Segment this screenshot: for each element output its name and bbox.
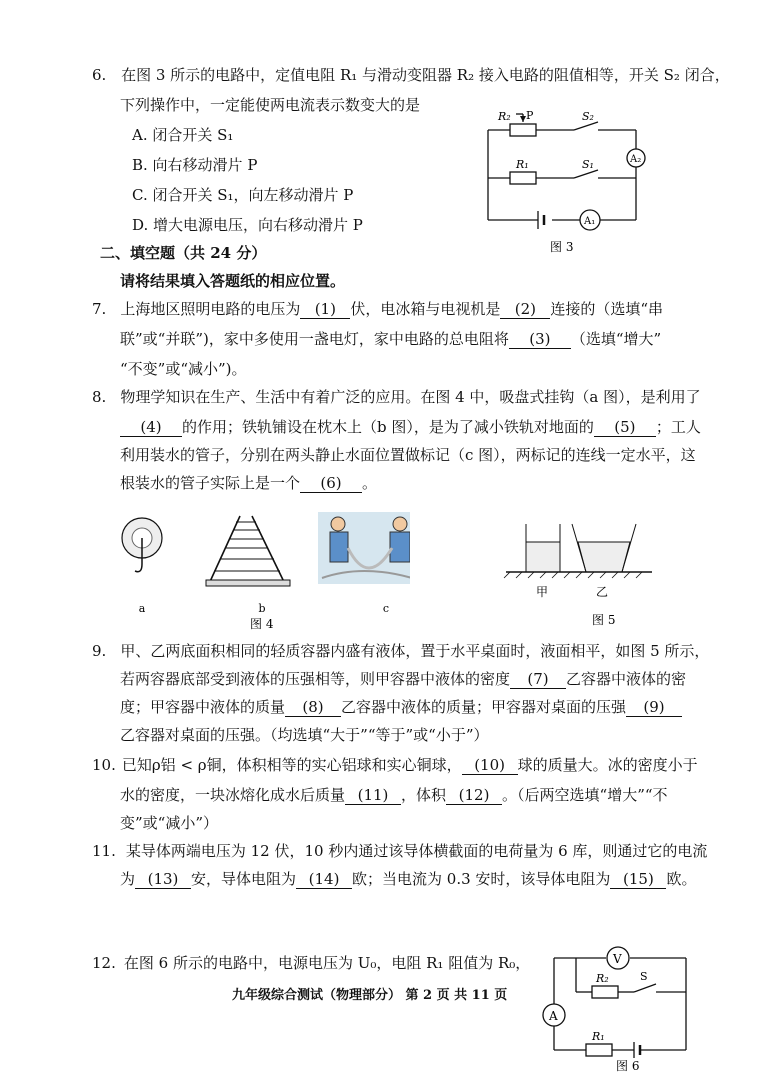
fig3-label-p: P (526, 109, 534, 122)
fig3-caption: 图 3 (550, 240, 574, 254)
q11-text: 为 (120, 870, 136, 888)
blank-15: (15) (610, 870, 666, 889)
q9-text: 乙容器中液体的密 (566, 670, 687, 688)
q11-text: 安，导体电阻为 (191, 870, 297, 888)
q9-number: 9. (92, 642, 107, 660)
blank-7: (7) (510, 670, 566, 689)
q7-number: 7. (92, 300, 107, 318)
figure-4 (110, 508, 410, 632)
table-hatching (504, 572, 642, 578)
fig4-caption: 图 4 (250, 617, 274, 631)
q10-text: 。（后两空选填“增大”“不 (502, 786, 668, 804)
fig5-caption: 图 5 (592, 613, 616, 627)
q10-text: ，体积 (401, 786, 447, 804)
q12-number: 12. (92, 954, 116, 972)
page-footer: 九年级综合测试（物理部分） 第 2 页 共 11 页 (232, 988, 508, 1003)
q6-option-b: B. 向右移动滑片 P (132, 156, 258, 174)
blank-12: (12) (446, 786, 502, 805)
section-heading: 二、填空题（共 24 分） (100, 244, 267, 262)
fig3-label-s2: S₂ (582, 110, 594, 123)
q11-number: 11. (92, 842, 116, 860)
q10-text: 水的密度，一块冰熔化成水后质量 (120, 786, 346, 804)
figure-5 (500, 516, 660, 628)
blank-13: (13) (135, 870, 191, 889)
q6-stem: 在图 3 所示的电路中，定值电阻 R₁ 与滑动变阻器 R₂ 接入电路的阻值相等，开关 S₂ 闭合， (121, 66, 730, 84)
q8-line2 (120, 412, 701, 442)
q9-text: 度；甲容器中液体的质量 (120, 698, 286, 716)
container-yi (572, 524, 636, 572)
q7-line1 (92, 294, 663, 324)
q7-line2 (120, 324, 661, 354)
q10-text: 球的质量大。冰的密度小于 (517, 756, 698, 774)
figure-6-circuit (536, 940, 696, 1072)
q6-number: 6. (92, 66, 107, 84)
q8-line1 (92, 382, 701, 412)
fig5-label-yi: 乙 (596, 585, 609, 599)
fig6-label-v: V (613, 952, 622, 966)
q9-line3 (120, 692, 682, 722)
q8-text: ；工人 (655, 418, 701, 436)
blank-5: (5) (594, 418, 656, 437)
q9-text: 乙容器中液体的质量；甲容器对桌面的压强 (341, 698, 627, 716)
blank-10: (10) (462, 756, 518, 775)
q8-text: 。 (362, 474, 378, 492)
fig3-label-a2: A₂ (630, 154, 642, 165)
q8-number: 8. (92, 388, 107, 406)
q9-text: 若两容器底部受到液体的压强相等，则甲容器中液体的密度 (120, 670, 511, 688)
q9-line4: 乙容器对桌面的压强。（均选填“大于”“等于”或“小于”） (120, 726, 489, 744)
q6-option-c: C. 闭合开关 S₁，向左移动滑片 P (132, 186, 354, 204)
q7-text: 伏，电冰箱与电视机是 (350, 300, 501, 318)
fig4-label-b: b (258, 602, 266, 615)
fig4-label-c: c (382, 602, 390, 615)
q8-line4 (120, 468, 377, 498)
fig3-label-a1: A₁ (584, 216, 596, 227)
q6-line1 (92, 60, 730, 90)
q10-line1 (92, 750, 698, 780)
q10-number: 10. (92, 756, 116, 774)
q10-line2 (120, 780, 668, 810)
blank-6: (6) (300, 474, 362, 493)
blank-8: (8) (285, 698, 341, 717)
blank-11: (11) (345, 786, 401, 805)
suction-hook-icon (122, 518, 162, 572)
q8-line3: 利用装水的管子，分别在两头静止水面位置做标记（c 图），两标记的连线一定水平，这 (120, 446, 696, 464)
blank-14: (14) (296, 870, 352, 889)
q7-text: 连接的（选填“串 (550, 300, 664, 318)
q9-text: 甲、乙两底面积相同的轻质容器内盛有液体，置于水平桌面时，液面相平，如图 5 所示， (120, 642, 710, 660)
blank-4: (4) (120, 418, 182, 437)
figure-3-circuit (478, 108, 668, 258)
q6-option-a: A. 闭合开关 S₁ (132, 126, 234, 144)
blank-2: (2) (500, 300, 550, 319)
q8-text: 的作用；铁轨铺设在枕木上（b 图），是为了减小铁轨对地面的 (182, 418, 594, 436)
q11-text: 欧。 (666, 870, 697, 888)
fig6-label-r2: R₂ (596, 972, 609, 985)
q7-text: 联”或“并联”)，家中多使用一盏电灯，家中电路的总电阻将 (120, 330, 509, 348)
q11-line2 (120, 864, 696, 894)
q8-text: 物理学知识在生产、生活中有着广泛的应用。在图 4 中，吸盘式挂钩（a 图），是利用了 (120, 388, 701, 406)
q7-line3: “不变”或“减小”)。 (120, 360, 247, 378)
q6-option-d: D. 增大电源电压，向右移动滑片 P (132, 216, 363, 234)
q11-text: 某导体两端电压为 12 伏，10 秒内通过该导体横截面的电荷量为 6 库，则通过它的电流 (125, 842, 708, 860)
fig3-label-r1: R₁ (516, 158, 529, 171)
workers-hose-icon (318, 512, 410, 584)
q10-text: 已知ρ铝 < ρ铜，体积相等的实心铝球和实心铜球， (121, 756, 462, 774)
blank-3: (3) (509, 330, 571, 349)
fig6-label-a: A (549, 1009, 558, 1023)
q11-line1 (92, 836, 707, 866)
q9-line2 (120, 664, 686, 694)
q12-text: 在图 6 所示的电路中，电源电压为 U₀，电阻 R₁ 阻值为 R₀， (123, 954, 531, 972)
fig6-label-s: S (640, 970, 648, 983)
fig4-label-a: a (138, 602, 146, 615)
q7-text: 上海地区照明电路的电压为 (120, 300, 301, 318)
q11-text: 欧；当电流为 0.3 安时，该导体电阻为 (352, 870, 611, 888)
fig5-label-jia: 甲 (536, 585, 549, 599)
fig3-label-r2: R₂ (498, 110, 511, 123)
blank-1: (1) (300, 300, 350, 319)
railway-track-icon (206, 516, 290, 586)
q6-line2: 下列操作中，一定能使两电流表示数变大的是 (120, 96, 421, 114)
blank-9: (9) (626, 698, 682, 717)
q10-line3: 变”或“减小”） (120, 814, 219, 832)
fig3-label-s1: S₁ (582, 158, 594, 171)
q8-text: 根装水的管子实际上是一个 (120, 474, 301, 492)
q7-text: （选填“增大” (570, 330, 662, 348)
q9-line1 (92, 636, 709, 666)
q12-line1 (92, 948, 530, 978)
fig6-caption: 图 6 (616, 1059, 640, 1072)
section-instruction: 请将结果填入答题纸的相应位置。 (120, 272, 346, 290)
fig6-label-r1: R₁ (592, 1030, 605, 1043)
container-jia (526, 524, 560, 572)
